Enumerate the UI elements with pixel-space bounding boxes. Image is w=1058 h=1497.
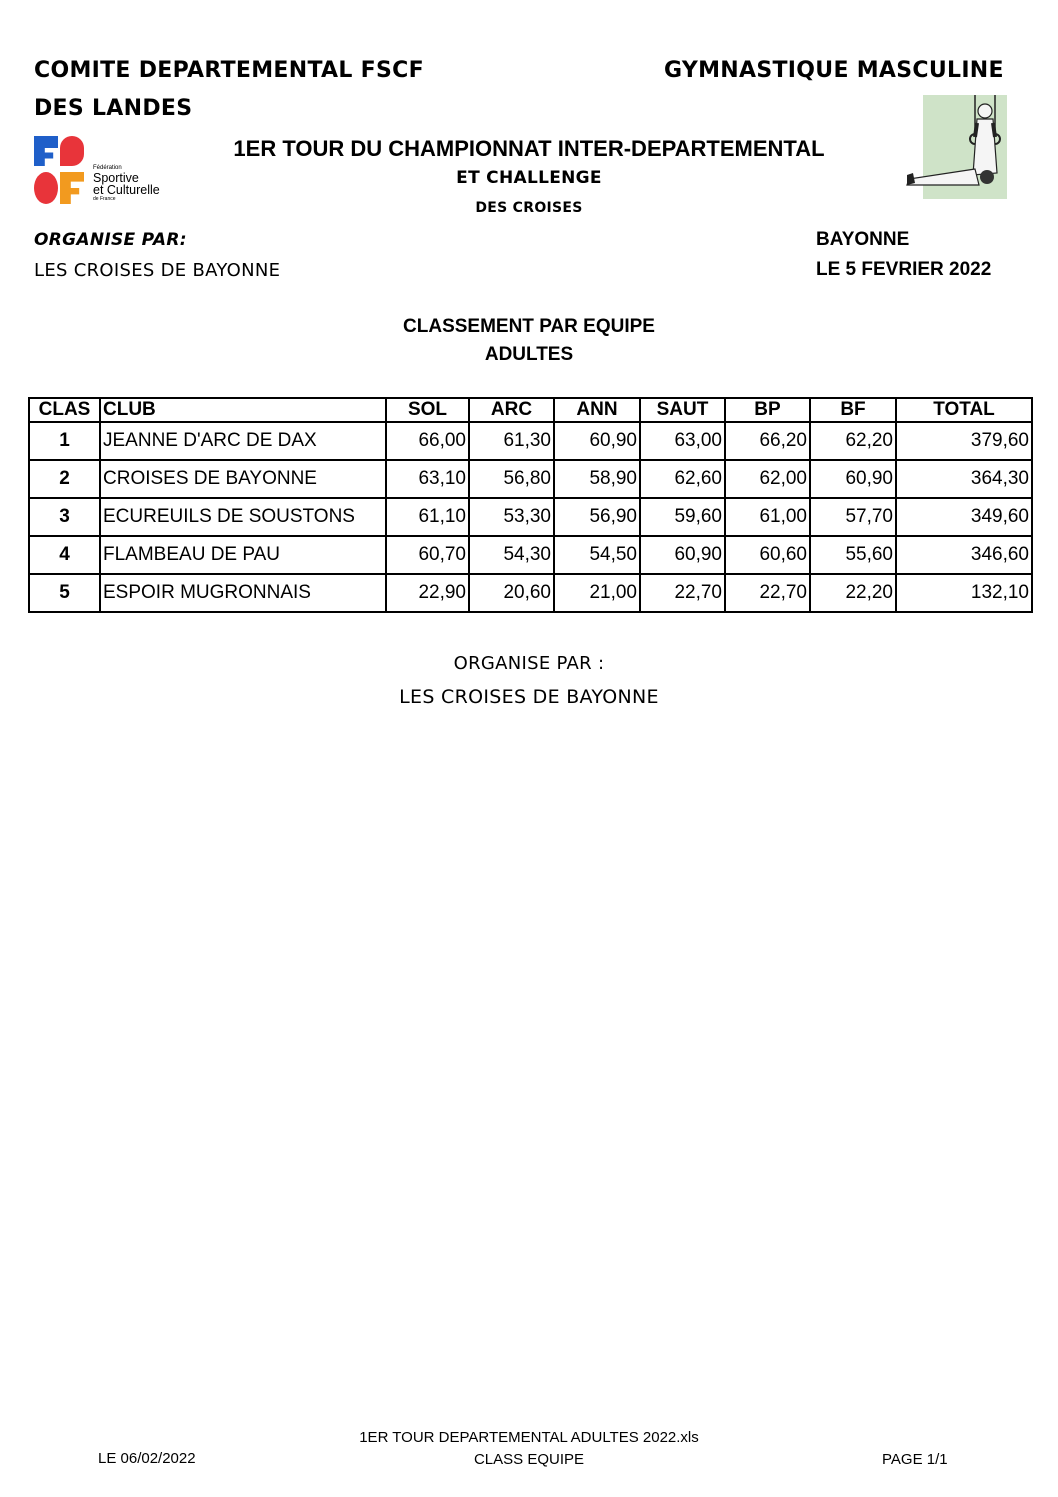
- footer-file-name: 1ER TOUR DEPARTEMENTAL ADULTES 2022.xls: [359, 1429, 699, 1446]
- cell-sol: 60,70: [386, 536, 469, 574]
- discipline: GYMNASTIQUE MASCULINE: [664, 58, 1004, 83]
- event-date: LE 5 FEVRIER 2022: [816, 259, 992, 280]
- cell-club: FLAMBEAU DE PAU: [100, 536, 386, 574]
- cell-arc: 53,30: [469, 498, 554, 536]
- cell-club: ESPOIR MUGRONNAIS: [100, 574, 386, 612]
- cell-arc: 20,60: [469, 574, 554, 612]
- cell-rank: 4: [29, 536, 100, 574]
- cell-bf: 22,20: [810, 574, 896, 612]
- col-header-sol: SOL: [386, 398, 469, 422]
- cell-sol: 66,00: [386, 422, 469, 460]
- organiser-name: LES CROISES DE BAYONNE: [34, 260, 281, 281]
- table-row: [29, 422, 1032, 460]
- gymnast-rings-icon: [903, 95, 1007, 199]
- col-header-clas: CLAS: [29, 398, 100, 422]
- footer-sheet-name: CLASS EQUIPE: [473, 1451, 585, 1468]
- cell-bf: 60,90: [810, 460, 896, 498]
- cell-arc: 56,80: [469, 460, 554, 498]
- cell-total: 346,60: [896, 536, 1032, 574]
- cell-arc: 61,30: [469, 422, 554, 460]
- cell-ann: 60,90: [554, 422, 640, 460]
- ranking-title: CLASSEMENT PAR EQUIPE: [403, 316, 655, 337]
- cell-club: CROISES DE BAYONNE: [100, 460, 386, 498]
- table-header-row: [29, 398, 1032, 422]
- cell-saut: 63,00: [640, 422, 725, 460]
- cell-rank: 3: [29, 498, 100, 536]
- cell-rank: 1: [29, 422, 100, 460]
- footer-page-number: PAGE 1/1: [882, 1451, 948, 1468]
- cell-bf: 55,60: [810, 536, 896, 574]
- cell-total: 349,60: [896, 498, 1032, 536]
- table-row: [29, 536, 1032, 574]
- cell-bf: 62,20: [810, 422, 896, 460]
- event-title: 1ER TOUR DU CHAMPIONNAT INTER-DEPARTEMENTAL: [233, 136, 825, 161]
- cell-club: ECUREUILS DE SOUSTONS: [100, 498, 386, 536]
- cell-bp: 62,00: [725, 460, 810, 498]
- cell-saut: 60,90: [640, 536, 725, 574]
- cell-ann: 56,90: [554, 498, 640, 536]
- ranking-category: ADULTES: [484, 344, 574, 365]
- cell-sol: 63,10: [386, 460, 469, 498]
- footer-print-date: LE 06/02/2022: [98, 1450, 196, 1467]
- cell-bp: 22,70: [725, 574, 810, 612]
- col-header-bf: BF: [810, 398, 896, 422]
- table-row: [29, 574, 1032, 612]
- cell-ann: 58,90: [554, 460, 640, 498]
- cell-rank: 2: [29, 460, 100, 498]
- cell-saut: 22,70: [640, 574, 725, 612]
- col-header-club: CLUB: [100, 398, 386, 422]
- cell-total: 364,30: [896, 460, 1032, 498]
- col-header-ann: ANN: [554, 398, 640, 422]
- col-header-arc: ARC: [469, 398, 554, 422]
- cell-club: JEANNE D'ARC DE DAX: [100, 422, 386, 460]
- cell-bp: 60,60: [725, 536, 810, 574]
- cell-rank: 5: [29, 574, 100, 612]
- event-city: BAYONNE: [816, 229, 910, 250]
- cell-total: 379,60: [896, 422, 1032, 460]
- cell-sol: 61,10: [386, 498, 469, 536]
- cell-ann: 54,50: [554, 536, 640, 574]
- col-header-saut: SAUT: [640, 398, 725, 422]
- col-header-total: TOTAL: [896, 398, 1032, 422]
- table-row: [29, 498, 1032, 536]
- organiser-block-name: LES CROISES DE BAYONNE: [399, 686, 659, 708]
- cell-ann: 21,00: [554, 574, 640, 612]
- organiser-block-label: ORGANISE PAR :: [453, 653, 605, 674]
- cell-bf: 57,70: [810, 498, 896, 536]
- cell-saut: 62,60: [640, 460, 725, 498]
- organise-label: ORGANISE PAR:: [34, 230, 187, 250]
- col-header-bp: BP: [725, 398, 810, 422]
- cell-saut: 59,60: [640, 498, 725, 536]
- cell-bp: 61,00: [725, 498, 810, 536]
- cell-bp: 66,20: [725, 422, 810, 460]
- event-subtitle: ET CHALLENGE: [456, 168, 602, 188]
- cell-sol: 22,90: [386, 574, 469, 612]
- committee-region: DES LANDES: [34, 96, 193, 121]
- committee-name: COMITE DEPARTEMENTAL FSCF: [34, 58, 424, 83]
- logo-text: Fédération Sportive et Culturelle de France: [93, 165, 160, 202]
- cell-arc: 54,30: [469, 536, 554, 574]
- table-row: [29, 460, 1032, 498]
- cell-total: 132,10: [896, 574, 1032, 612]
- event-subtitle-2: DES CROISES: [475, 200, 583, 216]
- ranking-table: [28, 397, 1033, 613]
